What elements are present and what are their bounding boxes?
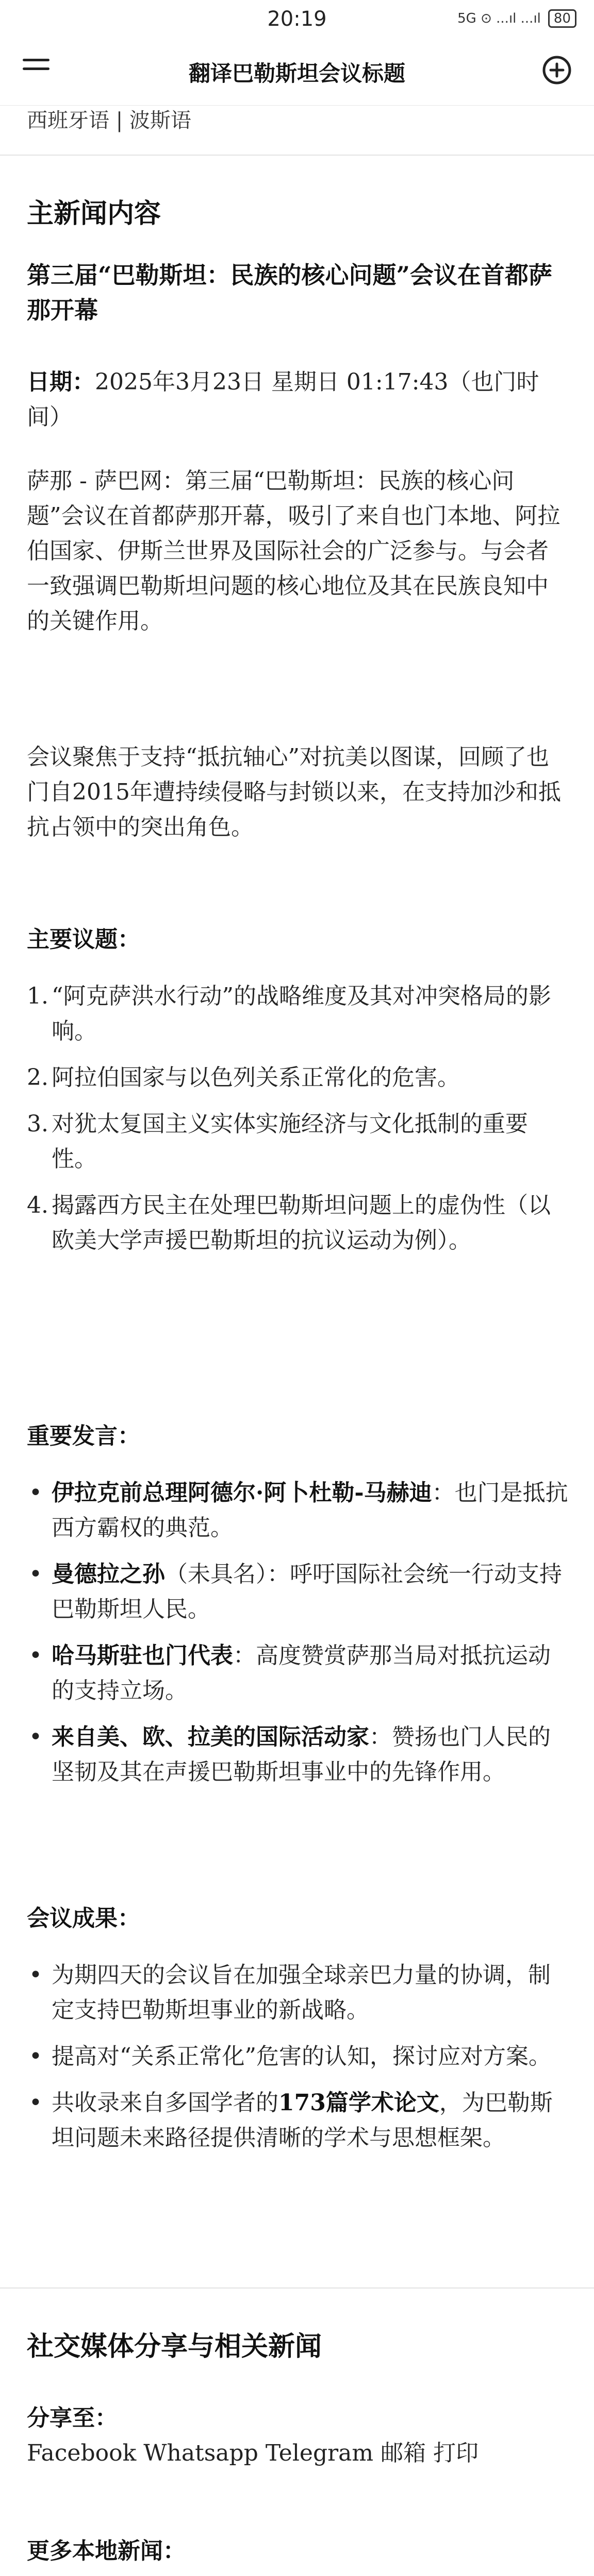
list-item: • 为期四天的会议旨在加强全球亲巴力量的协调，制定支持巴勒斯坦事业的新战略。 [27, 1958, 568, 2028]
list-item: • 来自美、欧、拉美的国际活动家：赞扬也门人民的坚韧及其在声援巴勒斯坦事业中的先锋作用。 [27, 1720, 568, 1790]
topics-list [27, 979, 568, 1269]
list-item: 3. 对犹太复国主义实体实施经济与文化抵制的重要性。 [27, 1111, 528, 1172]
status-icons [457, 9, 576, 28]
date-value: 2025年3月23日 星期日 01:17:43（也门时间） [27, 369, 539, 430]
speeches-list [27, 1476, 568, 1801]
speeches-heading: 重要发言： [27, 1423, 140, 1449]
list-item: • 哈马斯驻也门代表：高度赞赏萨那当局对抵抗运动的支持立场。 [27, 1638, 568, 1708]
news-headline: 第三届“巴勒斯坦：民族的核心问题”会议在首都萨那开幕 [27, 261, 552, 324]
outcomes-heading: 会议成果： [27, 1905, 140, 1931]
status-bar [0, 0, 594, 36]
list-item: 2. 阿拉伯国家与以色列关系正常化的危害。 [27, 1064, 460, 1091]
list-item: • 伊拉克前总理阿德尔·阿卜杜勒-马赫迪：也门是抵抗西方霸权的典范。 [27, 1476, 568, 1546]
topics-heading: 主要议题： [27, 926, 140, 953]
app-bar [0, 36, 594, 106]
previous-content-tail: 西班牙语 | 波斯语 [27, 109, 191, 132]
local-news-heading: 更多本地新闻： [27, 2538, 186, 2564]
signal-icon: 5G ⊙ ...ıl ...ıl [457, 11, 541, 26]
news-date [27, 365, 568, 435]
battery-icon: 80 [548, 9, 576, 28]
list-item: 4. 揭露西方民主在处理巴勒斯坦问题上的虚伪性（以欧美大学声援巴勒斯坦的抗议运动为例）。 [27, 1192, 551, 1253]
outcomes-list [27, 1958, 568, 2167]
share-links[interactable]: Facebook Whatsapp Telegram 邮箱 打印 [27, 2440, 479, 2466]
section-divider [0, 2287, 594, 2289]
news-paragraph-2: 会议聚焦于支持“抵抗轴心”对抗美以图谋，回顾了也门自2015年遭持续侵略与封锁以来，在支持加沙和抵抗占领中的突出角色。 [27, 744, 561, 840]
news-paragraph-1: 萨那 - 萨巴网：第三届“巴勒斯坦：民族的核心问题”会议在首都萨那开幕，吸引了来自也门本地、阿拉伯国家、伊斯兰世界及国际社会的广泛参与。与会者一致强调巴勒斯坦问题的核心地位及其在民族良知中的关键作用。 [27, 468, 560, 634]
date-label: 日期： [27, 369, 95, 395]
new-chat-icon[interactable] [540, 54, 573, 87]
main-news-heading: 主新闻内容 [27, 198, 161, 229]
social-heading: 社交媒体分享与相关新闻 [27, 2331, 322, 2362]
section-divider [0, 155, 594, 156]
share-label: 分享至： [27, 2405, 118, 2431]
conversation-title: 翻译巴勒斯坦会议标题 [188, 61, 405, 86]
list-item: • 共收录来自多国学者的173篇学术论文，为巴勒斯坦问题未来路径提供清晰的学术与思想框架。 [27, 2086, 568, 2156]
list-item: • 曼德拉之孙（未具名）：呼吁国际社会统一行动支持巴勒斯坦人民。 [27, 1557, 568, 1627]
list-item: 1. “阿克萨洪水行动”的战略维度及其对冲突格局的影响。 [27, 983, 551, 1044]
list-item: • 提高对“关系正常化”危害的认知，探讨应对方案。 [27, 2039, 568, 2074]
status-time: 20:19 [267, 7, 327, 31]
